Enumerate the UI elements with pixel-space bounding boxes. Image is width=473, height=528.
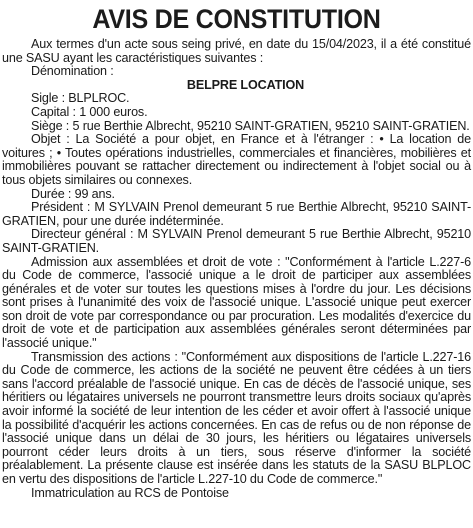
- intro-paragraph: Aux termes d'un acte sous seing privé, en date du 15/04/2023, il a été constitué une SASU ayant les caractéristiques suivantes :: [2, 37, 471, 65]
- capital-line: Capital : 1 000 euros.: [31, 104, 148, 119]
- company-name: BELPRE LOCATION: [186, 77, 305, 92]
- president-paragraph: Président : M SYLVAIN Prenol demeurant 5 rue Berthie Albrecht, 95210 SAINT-GRATIEN, pour une durée indéterminée.: [2, 200, 471, 228]
- siege-line: Siège : 5 rue Berthie Albrecht, 95210 SAINT-GRATIEN, 95210 SAINT-GRATIEN.: [31, 118, 470, 133]
- transmission-paragraph: Transmission des actions : "Conformément aux dispositions de l'article L.227-16 du Code de commerce, les actions de la société ne peuvent être cédées à un tiers sans l'accord préalable de l'associé unique. En cas de décès de l'associé unique, ses héritiers ou légataires universels ne pourront transmettre leurs droits sociaux qu'après avoir informé la société de leur intention de les céder et avoir offert à l'associé unique la possibilité d'acquérir les actions concernées. En cas de refus ou de non réponse de l'associé unique dans un délai de 30 jours, les héritiers ou légataires universels pourront céder leurs droits à un tiers, sous réserve d'informer la société préalablement. La présente clause est insérée dans les statuts de la SASU BLPLOC en vertu des dispositions de l'article L.227-10 du Code de commerce.": [2, 349, 471, 486]
- notice-body: [2, 38, 471, 500]
- notice-title: AVIS DE CONSTITUTION: [92, 4, 381, 34]
- admission-paragraph: Admission aux assemblées et droit de vote : "Conformément à l'article L.227-6 du Code de commerce, l'associé unique a le droit de participer aux assemblées générales et de voter sur toutes les questions mises à l'ordre du jour. Les décisions sont prises à l'unanimité des voix de l'associé unique. L'associé unique peut exercer son droit de vote par correspondance ou par procuration. Les modalités d'exercice du droit de vote et de participation aux assemblées générales seront déterminées par l'associé unique.": [2, 254, 471, 351]
- sigle-line: Sigle : BLPLROC.: [31, 91, 130, 106]
- immatriculation-line: Immatriculation au RCS de Pontoise: [31, 485, 229, 500]
- denomination-label: Dénomination :: [31, 64, 114, 79]
- objet-paragraph: Objet : La Société a pour objet, en France et à l'étranger : • La location de voitures ; • Toutes opérations industrielles, commerciales et financières, mobilières et immobilières pouvant se rattacher directement ou indirectement à l'objet social ou à tous objets similaires ou connexes.: [2, 132, 471, 187]
- duree-line: Durée : 99 ans.: [31, 186, 115, 201]
- directeur-paragraph: Directeur général : M SYLVAIN Prenol demeurant 5 rue Berthie Albrecht, 95210 SAINT-GRATIEN.: [2, 227, 471, 255]
